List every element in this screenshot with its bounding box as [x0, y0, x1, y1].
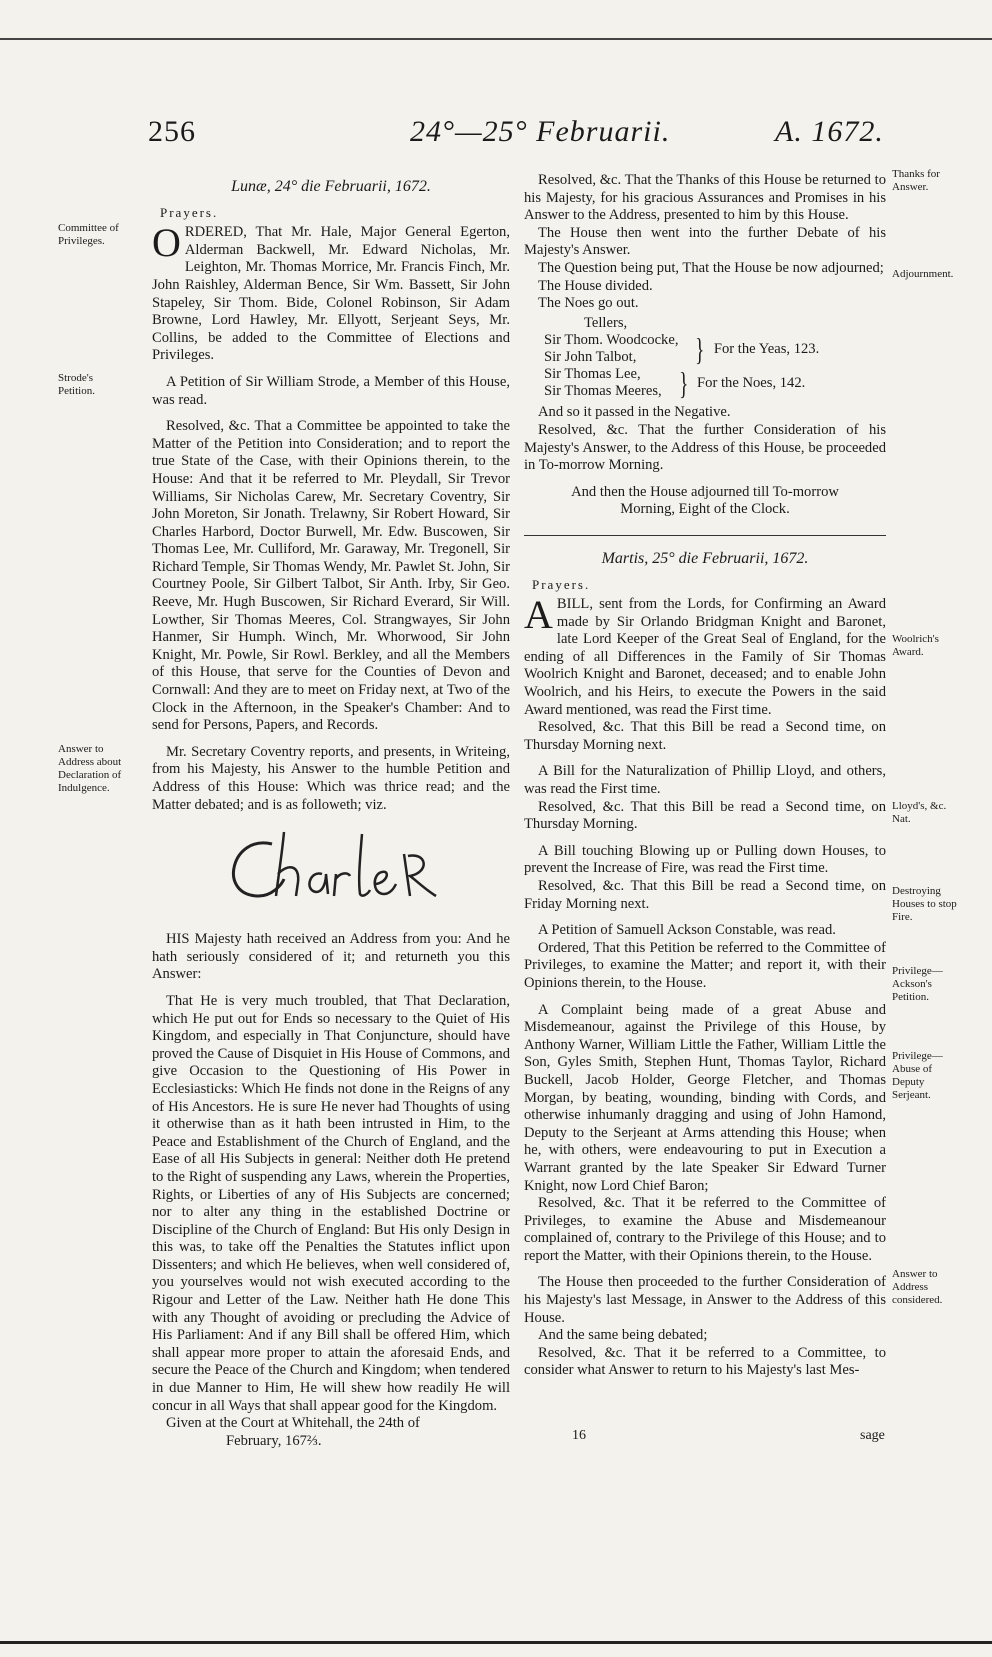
- noes-out-line: The Noes go out.: [538, 295, 639, 312]
- catchword: sage: [860, 1428, 885, 1443]
- margin-note-woolrich: Woolrich's Award.: [892, 633, 939, 658]
- header-dates: 24°—25° Februarii.: [410, 115, 671, 148]
- thanks-paragraph: Resolved, &c. That the Thanks of this House be returned to his Majesty, for his gracious Assurances and Promises in his Answer to the Address, presented to him by this House.: [524, 172, 886, 224]
- brace-icon: }: [695, 331, 705, 368]
- question-paragraph: The Question being put, That the House be now adjourned;: [538, 259, 884, 276]
- left-column: [152, 172, 510, 1459]
- strode-resolved-paragraph: Resolved, &c. That a Committee be appointed to take the Matter of the Petition into Consideration; and to report the true State of the Case, with their Opinions therein, to the House: And that it be referred to Mr. Pleydall, Sir Trevor Williams, Sir Nicholas Carew, Mr. Secretary Coventry, Sir John Moreton, Sir Jonath. Trelawny, Sir Robert Howard, Sir Charles Harbord, Doctor Burwell, Mr. Edw. Buscowen, Sir Thomas Lee, Mr. Culliford, Mr. Garaway, Mr. Tregonell, Sir Richard Temple, Sir Thomas Wendy, Mr. Pawlet St. John, Sir Courtney Poole, Sir Gilbert Talbot, Sir Anth. Irby, Sir Geo. Reeve, Mr. Hugh Buscowen, Sir Richard Everard, Sir Will. Lowther, Sir Thomas Meeres, Col. Strangwayes, Sir John Hanmer, Sir Humph. Winch, Mr. Whorwood, Sir John Knight, Mr. Powle, Sir Rowl. Berkley, and all the Members of this House, that serve for the Counties of Devon and Cornwall: And they are to meet on Friday next, at Two of the Clock in the Afternoon, in the Speaker's Chamber: And to send for Persons, Papers, and Records.: [152, 418, 510, 734]
- bill-paragraph: ABILL, sent from the Lords, for Confirming an Award made by Sir Orlando Bridgman Knight and Baronet, late Lord Keeper of the Great Seal of England, for the ending of all Differences in the Family of Sir Thomas Woolrich Knight and Baronet, deceased; and to enable John Woolrich, and his Heirs, to execute the Powers in the said Award mentioned, was read the First time.: [524, 592, 886, 718]
- yeas-group: [544, 332, 886, 366]
- margin-note-destroying: Destroying Houses to stop Fire.: [892, 885, 957, 923]
- adjourned-line-2: Morning, Eight of the Clock.: [620, 501, 790, 518]
- signature-image: [212, 824, 442, 914]
- debated-line: And the same being debated;: [538, 1327, 708, 1344]
- adjourned-line-1: And then the House adjourned till To-morrow: [571, 483, 839, 500]
- header-year: A. 1672.: [775, 115, 884, 148]
- lloyd-paragraph: A Bill for the Naturalization of Phillip Lloyd, and others, was read the First time.: [524, 763, 886, 798]
- proceeded-paragraph: The House then proceeded to the further Consideration of his Majesty's last Message, in Answer to the Address of this House.: [524, 1274, 886, 1326]
- drop-cap: O: [152, 220, 181, 266]
- margin-note-privilege-deputy: Privilege—Abuse of Deputy Serjeant.: [892, 1050, 943, 1101]
- right-column: [524, 172, 886, 1380]
- teller-4: Sir Thomas Meeres,: [544, 383, 662, 400]
- margin-note-privilege-ackson: Privilege—Ackson's Petition.: [892, 965, 943, 1003]
- given-line-1: Given at the Court at Whitehall, the 24th of: [166, 1415, 420, 1432]
- complaint-resolved: Resolved, &c. That it be referred to the Committee of Privileges, to examine the Abuse and Misdemeanour complained of, contrary to the Privilege of this House; and to report the Matter, with their Opinions therein, to the House.: [524, 1195, 886, 1264]
- yeas-count: For the Yeas, 123.: [713, 340, 820, 357]
- noes-count: For the Noes, 142.: [697, 374, 806, 391]
- page-number: 256: [148, 115, 196, 148]
- margin-note-answer-considered: Answer to Address considered.: [892, 1268, 943, 1306]
- prayers-heading: Prayers.: [160, 204, 219, 220]
- bill-resolved: Resolved, &c. That this Bill be read a Second time, on Thursday Morning next.: [524, 719, 886, 753]
- ackson-paragraph: A Petition of Samuell Ackson Constable, was read.: [538, 922, 836, 939]
- ackson-ordered: Ordered, That this Petition be referred to the Committee of Privileges, to examine the Matter; and report it, with their Opinions therein, to the House.: [524, 939, 886, 991]
- teller-1: Sir Thom. Woodcocke,: [544, 332, 679, 349]
- prayers-heading-2: Prayers.: [532, 576, 591, 592]
- margin-note-answer: Answer to Address about Declaration of Indulgence.: [58, 743, 122, 794]
- debate-paragraph: The House then went into the further Debate of his Majesty's Answer.: [524, 224, 886, 259]
- tellers-label: Tellers,: [584, 314, 628, 331]
- divided-line: The House divided.: [538, 277, 653, 294]
- coventry-paragraph: Mr. Secretary Coventry reports, and presents, in Writeing, from his Majesty, his Answer to the humble Petition and Address of this House: Which was thrice read; and the Matter debated; and is as followeth; viz.: [152, 743, 510, 813]
- blowing-resolved: Resolved, &c. That this Bill be read a Second time, on Friday Morning next.: [524, 878, 886, 912]
- given-line-2: February, 167⅔.: [226, 1432, 322, 1449]
- margin-note-lloyd: Lloyd's, &c. Nat.: [892, 800, 947, 825]
- signature-mark: 16: [572, 1428, 586, 1443]
- teller-3: Sir Thomas Lee,: [544, 366, 641, 383]
- royal-signature: [212, 824, 510, 919]
- sitting-date-tuesday: Martis, 25° die Februarii, 1672.: [601, 549, 809, 567]
- margin-note-adjournment: Adjournment.: [892, 268, 954, 280]
- sitting-date-monday: Lunæ, 24° die Februarii, 1672.: [231, 178, 431, 195]
- section-divider: [524, 535, 886, 536]
- margin-note-strode: Strode's Petition.: [58, 372, 95, 397]
- blowing-paragraph: A Bill touching Blowing up or Pulling down Houses, to prevent the Increase of Fire, was read the First time.: [524, 842, 886, 877]
- majesty-paragraph: HIS Majesty hath received an Address from you: And he hath seriously considered of it; and returneth you this Answer:: [152, 931, 510, 983]
- bottom-rule: [0, 1641, 992, 1644]
- further-paragraph: Resolved, &c. That the further Consideration of his Majesty's Answer, to the Address of this House, be proceeded in To-morrow Morning.: [524, 421, 886, 474]
- noes-group: [544, 366, 886, 400]
- strode-paragraph: A Petition of Sir William Strode, a Member of this House, was read.: [152, 373, 510, 408]
- margin-note-thanks: Thanks for Answer.: [892, 168, 940, 193]
- brace-icon: }: [678, 365, 688, 402]
- committee-paragraph: ORDERED, That Mr. Hale, Major General Egerton, Alderman Backwell, Mr. Edward Nicholas, Mr. Leighton, Mr. Thomas Morrice, Mr. Francis Finch, Mr. John Raishley, Alderman Bence, Sir Wm. Bassett, Sir John Stapeley, Sir Thom. Bide, Colonel Robinson, Sir Adam Browne, Lord Hawley, Mr. Ellyott, Serjeant Seys, Mr. Collins, be added to the Committee of Elections and Privileges.: [152, 220, 510, 364]
- drop-cap: A: [524, 592, 553, 638]
- teller-2: Sir John Talbot,: [544, 349, 637, 366]
- troubled-paragraph: That He is very much troubled, that That Declaration, which He put out for Ends so necessary to the Quiet of His Kingdom, and especially in That Conjuncture, should have proved the Cause of Disquiet in His House of Commons, and give Occasion to the Questioning of His Power in Ecclesiasticks: Which He finds not done in the Reigns of any of His Ancestors. He is sure He never had Thoughts of using it otherwise than as it hath been intrusted in Him, to the Peace and Establishment of the Church of England, and the Ease of all His Subjects in general: Neither doth He pretend to the Right of suspending any Laws, wherein the Properties, Rights, or Liberties of any of His Subjects are concerned; nor to alter any thing in the established Doctrine or Discipline of the Church of England: But His only Design in this was, to take off the Penalties the Statutes inflict upon Dissenters; and which He believes, when well considered of, you yourselves would not wish executed according to the Rigour and Letter of the Law. Neither hath He done This with any Thought of avoiding or precluding the Advice of His Parliament: And if any Bill shall be offered Him, which shall appear more proper to attain the aforesaid Ends, and secure the Peace of the Church and Kingdom; when tendered in due Manner to Him, He will shew how readily He will concur in all Ways that shall appear good for the Kingdom.: [152, 992, 510, 1414]
- complaint-paragraph: A Complaint being made of a great Abuse and Misdemeanour, against the Privilege of this House, by Anthony Warner, William Little the Father, William Little the Son, Gyles Smith, Stephen Hunt, Thomas Taylor, Richard Buckell, Jacob Holder, George Fletcher, and Thomas Morgan, by beating, wounding, binding with Cords, and otherwise inhumanly dragging and using of John Hamond, Deputy to the Serjeant at Arms attending this House; when he, with others, were endeavouring to put in Execution a Warrant granted by the late Speaker Sir Edward Turner Knight, now Lord Chief Baron;: [524, 1001, 886, 1194]
- tellers-block: [544, 315, 886, 401]
- top-rule: [0, 38, 992, 40]
- final-resolved: Resolved, &c. That it be referred to a Committee, to consider what Answer to return to his Majesty's last Mes-: [524, 1344, 886, 1379]
- margin-note-committee: Committee of Privileges.: [58, 222, 119, 247]
- lloyd-resolved: Resolved, &c. That this Bill be read a Second time, on Thursday Morning.: [524, 798, 886, 833]
- negative-line: And so it passed in the Negative.: [538, 404, 731, 421]
